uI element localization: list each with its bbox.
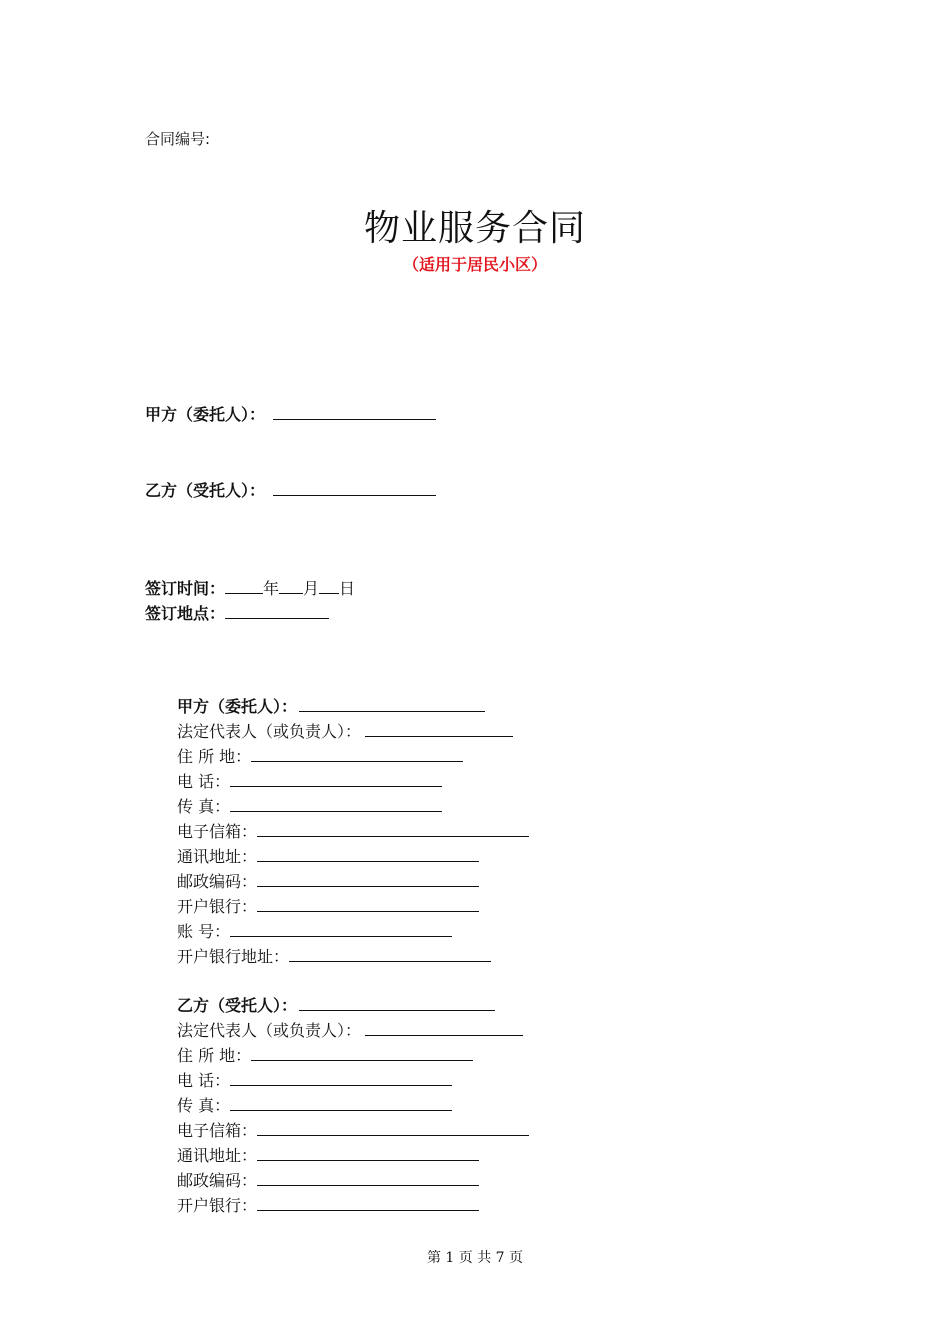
- party-b-field-label: 电子信箱：: [177, 1121, 258, 1140]
- party-b-field-label: 通讯地址：: [177, 1146, 258, 1165]
- party-a-field-blank[interactable]: [257, 822, 529, 837]
- party-a-field-blank[interactable]: [230, 772, 442, 787]
- party-a-field-label: 通讯地址：: [177, 847, 258, 866]
- party-b-blank[interactable]: [273, 481, 436, 496]
- party-b-field-row: [177, 1070, 452, 1092]
- party-a-blank[interactable]: [273, 405, 436, 420]
- party-b-field-row: [177, 1170, 479, 1192]
- party-a-field-label: 开户银行：: [177, 897, 258, 916]
- party-b-block-heading: 乙方（受托人）：: [177, 996, 298, 1015]
- day-label: 日: [339, 579, 356, 598]
- party-b-field-blank[interactable]: [257, 1171, 479, 1186]
- party-b-field-row: [177, 1045, 473, 1067]
- party-a-field-blank[interactable]: [289, 947, 491, 962]
- party-a-field-row: [177, 871, 479, 893]
- party-b-field-row: [177, 1145, 479, 1167]
- party-a-field-label: 邮政编码：: [177, 872, 258, 891]
- party-b-field-blank[interactable]: [251, 1046, 473, 1061]
- signing-place-blank[interactable]: [225, 604, 329, 619]
- party-a-field-row: [177, 721, 513, 743]
- party-a-summary: [145, 402, 436, 425]
- page-footer: 第 1 页 共 7 页: [426, 1250, 524, 1266]
- party-a-field-label: 传 真：: [177, 797, 231, 816]
- party-a-field-label: 账 号：: [177, 922, 231, 941]
- signing-time-row: [145, 576, 355, 599]
- party-b-summary: [145, 478, 436, 501]
- party-a-field-blank[interactable]: [230, 922, 452, 937]
- party-b-block-heading-row: [177, 995, 495, 1017]
- party-a-name-blank[interactable]: [299, 697, 485, 712]
- party-b-field-label: 电 话：: [177, 1071, 231, 1090]
- party-a-field-blank[interactable]: [230, 797, 442, 812]
- signing-place-row: [145, 601, 329, 624]
- party-b-name-blank[interactable]: [299, 996, 495, 1011]
- document-title: 物业服务合同: [363, 208, 586, 249]
- month-blank[interactable]: [279, 579, 303, 594]
- party-a-field-row: [177, 796, 442, 818]
- party-a-field-label: 法定代表人（或负责人）：: [177, 722, 362, 741]
- party-a-field-blank[interactable]: [251, 747, 463, 762]
- month-label: 月: [303, 579, 320, 598]
- party-b-field-blank[interactable]: [365, 1021, 523, 1036]
- party-b-field-label: 住 所 地：: [177, 1046, 252, 1065]
- party-b-field-label: 邮政编码：: [177, 1171, 258, 1190]
- party-b-field-row: [177, 1020, 523, 1042]
- party-a-field-row: [177, 771, 442, 793]
- party-a-field-row: [177, 846, 479, 868]
- party-b-field-label: 法定代表人（或负责人）：: [177, 1021, 362, 1040]
- party-a-field-row: [177, 921, 452, 943]
- party-b-label: 乙方（受托人）：: [145, 481, 266, 500]
- party-b-field-blank[interactable]: [257, 1196, 479, 1211]
- signing-time-label: 签订时间：: [145, 579, 226, 598]
- year-label: 年: [263, 579, 280, 598]
- party-b-field-row: [177, 1195, 479, 1217]
- party-a-field-blank[interactable]: [365, 722, 513, 737]
- party-b-field-label: 传 真：: [177, 1096, 231, 1115]
- party-a-label: 甲方（委托人）：: [145, 405, 266, 424]
- party-b-field-label: 开户银行：: [177, 1196, 258, 1215]
- contract-number-label: 合同编号:: [145, 130, 211, 148]
- party-a-field-label: 住 所 地：: [177, 747, 252, 766]
- party-b-field-row: [177, 1095, 452, 1117]
- signing-place-label: 签订地点：: [145, 604, 226, 623]
- party-a-field-label: 电子信箱：: [177, 822, 258, 841]
- day-blank[interactable]: [319, 579, 339, 594]
- party-b-field-blank[interactable]: [257, 1146, 479, 1161]
- party-b-field-blank[interactable]: [230, 1096, 452, 1111]
- party-b-field-row: [177, 1120, 529, 1142]
- year-blank[interactable]: [225, 579, 263, 594]
- party-a-block-heading: 甲方（委托人）：: [177, 697, 298, 716]
- document-subtitle: （适用于居民小区）: [402, 255, 547, 274]
- party-a-field-row: [177, 946, 491, 968]
- party-b-field-blank[interactable]: [257, 1121, 529, 1136]
- party-a-field-blank[interactable]: [257, 897, 479, 912]
- party-a-field-row: [177, 746, 463, 768]
- party-a-field-row: [177, 896, 479, 918]
- party-a-field-blank[interactable]: [257, 847, 479, 862]
- party-a-field-row: [177, 821, 529, 843]
- party-a-field-label: 开户银行地址：: [177, 947, 290, 966]
- party-a-field-label: 电 话：: [177, 772, 231, 791]
- party-b-field-blank[interactable]: [230, 1071, 452, 1086]
- party-a-block-heading-row: [177, 696, 485, 718]
- party-a-field-blank[interactable]: [257, 872, 479, 887]
